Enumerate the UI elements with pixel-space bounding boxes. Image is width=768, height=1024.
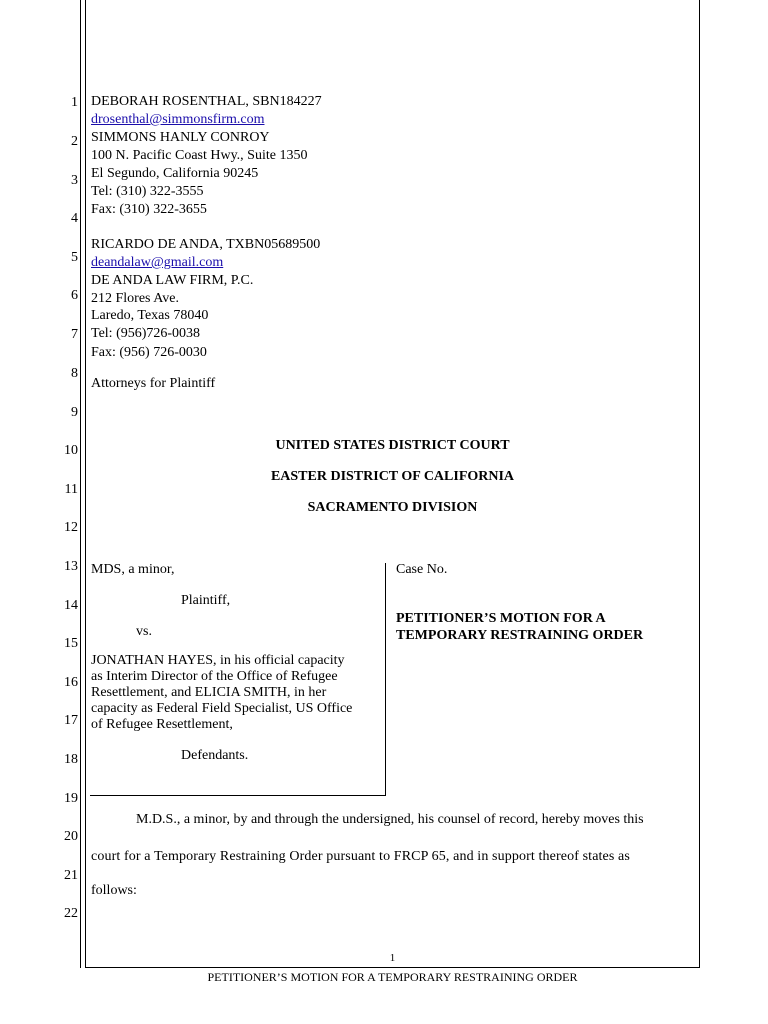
line-number: 21 [64,868,78,883]
counsel-firm: SIMMONS HANLY CONROY [91,130,270,145]
line-number: 14 [64,598,78,613]
line-number: 3 [71,173,78,188]
counsel-name: RICARDO DE ANDA, TXBN05689500 [91,237,321,252]
plaintiff-name: MDS, a minor, [91,562,175,577]
counsel-fax: Fax: (956) 726-0030 [91,345,207,360]
versus-label: vs. [136,624,152,639]
court-division: SACRAMENTO DIVISION [307,500,478,515]
defendants-line: Resettlement, and ELICIA SMITH, in her [91,685,327,700]
counsel-tel: Tel: (310) 322-3555 [91,184,204,199]
body-paragraph-line: M.D.S., a minor, by and through the undersigned, his counsel of record, hereby moves this [136,812,644,827]
line-number: 7 [71,327,78,342]
line-number: 10 [64,443,78,458]
footer-title: PETITIONER’S MOTION FOR A TEMPORARY RESTRAINING ORDER [207,970,578,984]
line-number: 12 [64,520,78,535]
line-number: 6 [71,288,78,303]
footer-rule [86,967,699,968]
line-number: 9 [71,405,78,420]
counsel-fax: Fax: (310) 322-3655 [91,202,207,217]
counsel-firm: DE ANDA LAW FIRM, P.C. [91,273,254,288]
line-number: 15 [64,636,78,651]
caption-vertical-rule [385,563,386,796]
defendants-line: as Interim Director of the Office of Refugee [91,669,338,684]
line-number: 8 [71,366,78,381]
document-title-line1: PETITIONER’S MOTION FOR A [396,611,606,626]
line-number: 19 [64,791,78,806]
line-number: 5 [71,250,78,265]
line-number: 4 [71,211,78,226]
line-number: 13 [64,559,78,574]
court-name: UNITED STATES DISTRICT COURT [275,438,510,453]
line-number: 1 [71,95,78,110]
counsel-address-line1: 100 N. Pacific Coast Hwy., Suite 1350 [91,148,308,163]
counsel-address-line2: Laredo, Texas 78040 [91,308,209,323]
counsel-address-line2: El Segundo, California 90245 [91,166,259,181]
caption-bottom-rule [90,795,386,796]
line-number: 11 [64,482,78,497]
case-number-label: Case No. [396,562,448,577]
defendants-line: JONATHAN HAYES, in his official capacity [91,653,345,668]
document-title-line2: TEMPORARY RESTRAINING ORDER [396,628,644,643]
attorneys-for: Attorneys for Plaintiff [91,376,216,391]
counsel-tel: Tel: (956)726-0038 [91,326,201,341]
line-number: 22 [64,906,78,921]
body-paragraph-line: follows: [91,883,137,898]
line-number: 16 [64,675,78,690]
counsel-email-link[interactable]: drosenthal@simmonsfirm.com [91,112,265,127]
defendants-line: of Refugee Resettlement, [91,717,233,732]
left-margin-rule-outer [80,0,81,968]
defendants-label: Defendants. [181,748,249,763]
defendants-line: capacity as Federal Field Specialist, US Office [91,701,353,716]
counsel-email-link[interactable]: deandalaw@gmail.com [91,255,224,270]
court-district: EASTER DISTRICT OF CALIFORNIA [270,469,515,484]
line-number: 2 [71,134,78,149]
counsel-address-line1: 212 Flores Ave. [91,291,180,306]
body-paragraph-line: court for a Temporary Restraining Order pursuant to FRCP 65, and in support thereof states as [91,849,630,864]
line-number: 18 [64,752,78,767]
plaintiff-label: Plaintiff, [181,593,231,608]
line-number: 17 [64,713,78,728]
counsel-name: DEBORAH ROSENTHAL, SBN184227 [91,94,322,109]
right-margin-rule [699,0,700,968]
line-number: 20 [64,829,78,844]
page-number: 1 [389,952,396,964]
